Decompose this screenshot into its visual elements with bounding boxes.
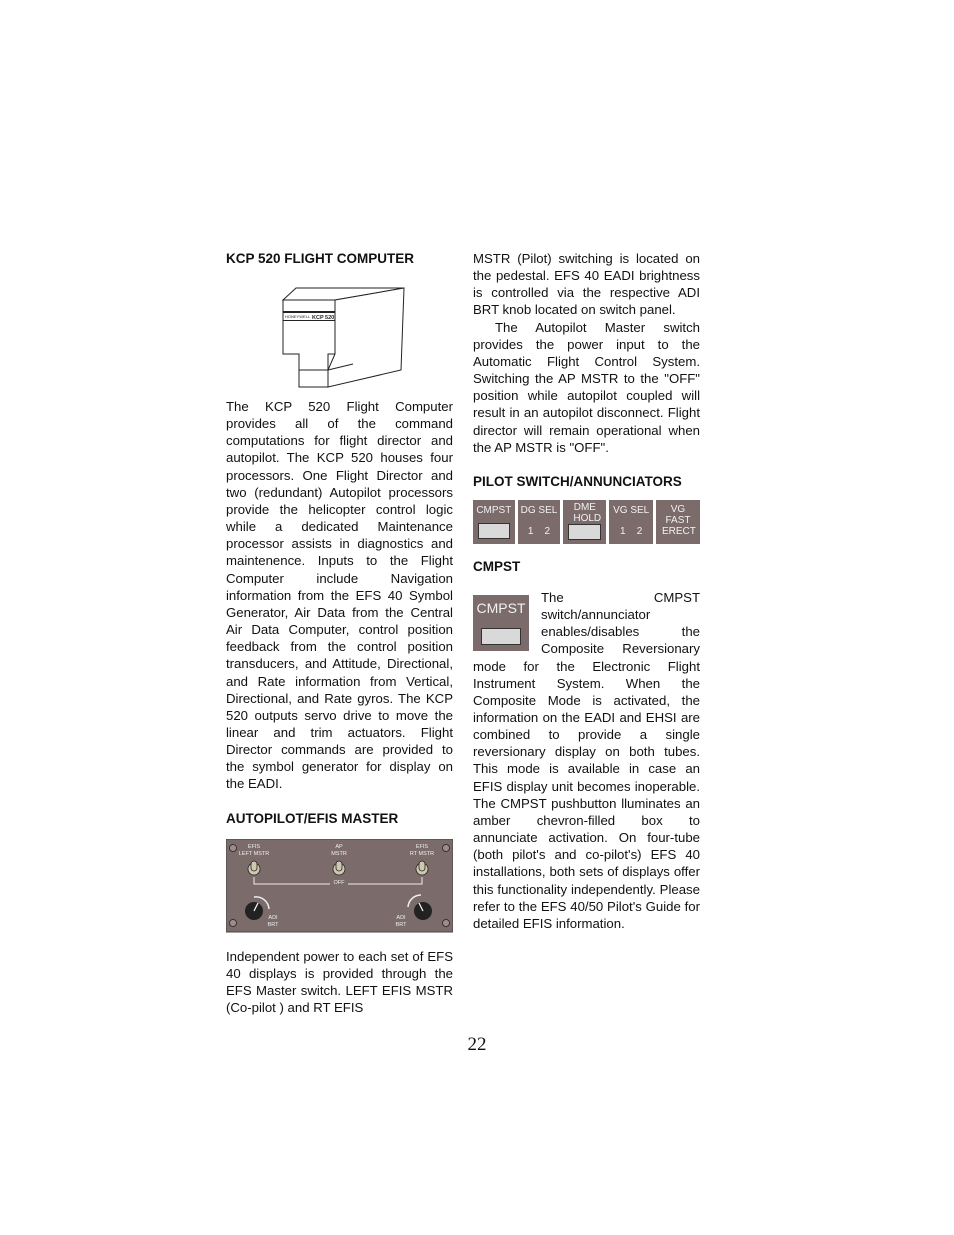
kcp520-unit-illustration [226,274,453,388]
vg-fast-erect-annunciator-button[interactable]: VG FAST ERECT [656,500,700,544]
annunciator-window [568,524,601,540]
autopilot-efis-master-panel [226,839,453,934]
unit-model-text: KCP 520 [312,315,335,321]
annunciator-row [473,500,700,544]
annunciator-window [478,523,510,539]
adi-brt-right-label-2: BRT [395,921,407,928]
cmpst-annunciator-button[interactable]: CMPST [473,500,515,544]
efis-master-description: Independent power to each set of EFS 40 displays is provided through the EFS Master switch. LEFT EFIS MSTR (Co-pilot ) and RT EFIS [226,948,453,1016]
right-column [473,250,700,932]
adi-brt-left-label-2: BRT [267,921,279,928]
adi-brt-left-label-1: ADI [268,914,278,921]
vg-sel-annunciator-button[interactable]: VG SEL 1 2 [609,500,653,544]
adi-brt-right-label-1: ADI [396,914,406,921]
cmpst-heading: CMPST [473,558,521,574]
unit-brand-text: HONEYWELL [285,314,311,319]
autopilot-efis-heading: AUTOPILOT/EFIS MASTER [226,810,399,826]
efis-brightness-description: MSTR (Pilot) switching is located on the pedestal. EFS 40 EADI brightness is controlled via the respective ADI BRT knob located on switch panel. [473,251,700,318]
efis-rt-label-2: RT MSTR [409,850,435,857]
autopilot-master-description: The Autopilot Master switch provides the power input to the Automatic Flight Control System. Switching the AP MSTR to the "OFF" position while autopilot coupled will result in an autopilot disconnect. Flight director will remain operational when the AP MSTR is "OFF". [473,319,700,455]
off-label: OFF [333,879,345,886]
ap-label-1: AP [335,843,343,850]
kcp520-heading: KCP 520 FLIGHT COMPUTER [226,251,415,266]
cmpst-description: The CMPST switch/annunciator enables/disables the Composite Reversionary mode for the Electronic Flight Instrument System. When the Composite Mode is activated, the information on the EADI and EHSI are combined to provide a single reversionary display on both tubes. This mode is available in case an EFIS display unit becomes inoperable. The CMPST pushbutton lluminates an amber chevron-filled box to annunciate activation. On four-tube (both pilot's and co-pilot's) EFS 40 installations, both sets of displays offer this functionality independently. Please refer to the EFS 40/50 Pilot's Guide for detailed EFIS information. [473,589,700,931]
kcp520-description: The KCP 520 Flight Computer provides all of the command computations for flight director and autopilot. The KCP 520 houses four processors. One Flight Director and two (redundant) Autopilot processors provide the helicopter control logic while a dedicated Maintenance processor assists in diagnostics and maintenence. Inputs to the Flight Computer include Navigation information from the EFS 40 Symbol Generator, Air Data from the Central Air Data Computer, control position feedback from the control position transducers, and Attitude, Directional, and Rate information from Vertical, Directional, and Rate gyros. The KCP 520 outputs servo drive to move the linear and trim actuators. Flight Director commands are provided to the symbol generator for display on the EADI. [226,399,453,792]
dme-hold-annunciator-button[interactable]: DME HOLD [563,500,606,544]
efis-left-label-2: LEFT MSTR [238,850,270,857]
cmpst-switch-button[interactable]: CMPST [473,595,529,651]
efis-left-label-1: EFIS [247,843,261,850]
left-column [226,250,453,1016]
pilot-switch-heading: PILOT SWITCH/ANNUNCIATORS [473,473,682,489]
page-number: 22 [467,1034,487,1055]
efis-rt-label-1: EFIS [415,843,429,850]
cmpst-section [473,589,700,932]
ap-label-2: MSTR [331,850,347,857]
dg-sel-annunciator-button[interactable]: DG SEL 1 2 [518,500,561,544]
cmpst-window [481,628,521,645]
